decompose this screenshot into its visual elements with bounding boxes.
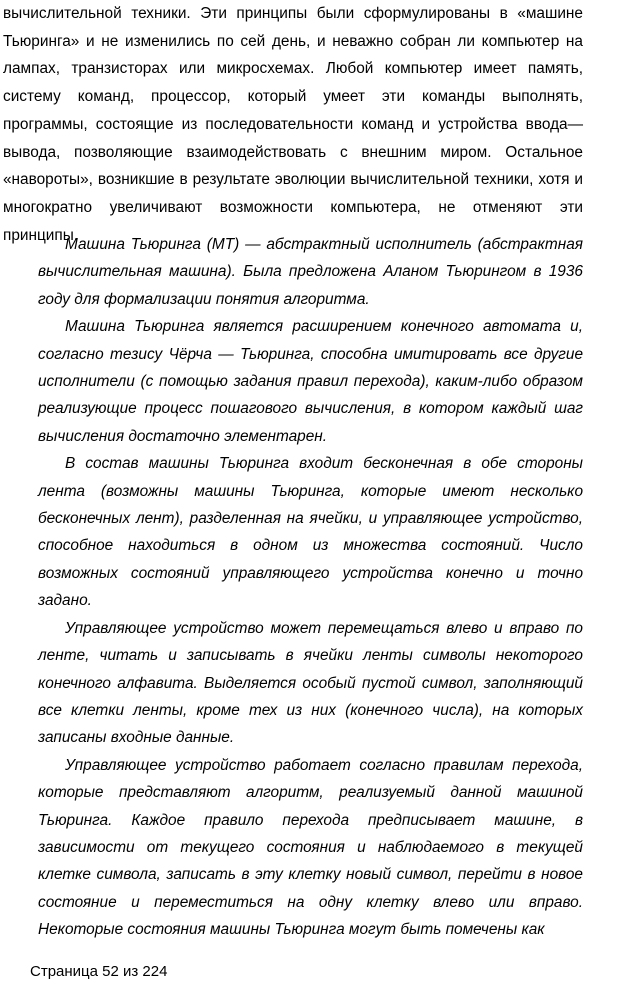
paragraph-tape-structure: В состав машины Тьюринга входит бесконечная в обе стороны лента (возможны машины Тьюринга, которые имеют несколько бесконечных лент), разделенная на ячейки, и управляющее устройство, способное находиться в одном из множества состояний. Число возможных состояний управляющего устройства конечно и точно задано. <box>38 455 583 610</box>
turing-machine-section <box>38 231 583 944</box>
paragraph-definition: Машина Тьюринга (МТ) — абстрактный исполнитель (абстрактная вычислительная машина). Была предложена Аланом Тьюрингом в 1936 году для формализации понятия алгоритма. <box>38 236 583 308</box>
paragraph-church-turing: Машина Тьюринга является расширением конечного автомата и, согласно тезису Чёрча — Тьюринга, способна имитировать все другие исполнители (с помощью задания правил перехода), каким-либо образом реализующие процесс пошагового вычисления, в котором каждый шаг вычисления достаточно элементарен. <box>38 318 583 445</box>
intro-paragraph: вычислительной техники. Эти принципы были сформулированы в «машине Тьюринга» и не изменились по сей день, и неважно собран ли компьютер на лампах, транзисторах или микросхемах. Любой компьютер имеет память, систему команд, процессор, который умеет эти команды выполнять, программы, состоящие из последовательности команд и устройства ввода—вывода, позволяющие взаимодействовать с внешним миром. Остальное «навороты», возникшие в результате эволюции вычислительной техники, хотя и многократно увеличивают возможности компьютера, не отменяют эти принципы. <box>3 5 583 244</box>
paragraph-transition-rules: Управляющее устройство работает согласно правилам перехода, которые представляют алгоритм, реализуемый данной машиной Тьюринга. Каждое правило перехода предписывает машине, в зависимости от текущего состояния и наблюдаемого в текущей клетке символа, записать в эту клетку новый символ, перейти в новое состояние и переместиться на одну клетку влево или вправо. Некоторые состояния машины Тьюринга могут быть помечены как <box>38 756 583 939</box>
page-number-footer: Страница 52 из 224 <box>30 963 168 980</box>
paragraph-control-unit: Управляющее устройство может перемещаться влево и вправо по ленте, читать и записывать в ячейки ленты символы некоторого конечного алфавита. Выделяется особый пустой символ, заполняющий все клетки ленты, кроме тех из них (конечного числа), на которых записаны входные данные. <box>38 619 583 747</box>
